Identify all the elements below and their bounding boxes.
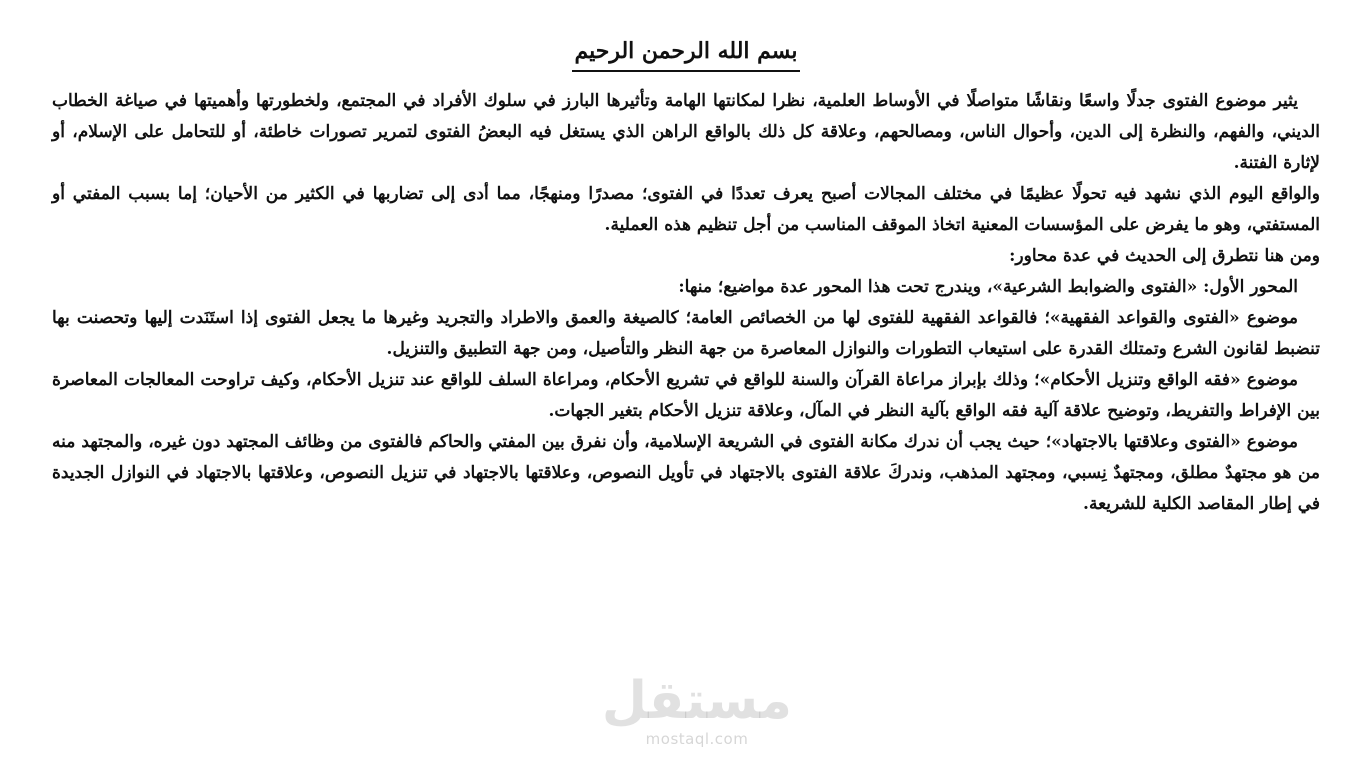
- paragraph-topic-ijtihad: موضوع «الفتوى وعلاقتها بالاجتهاد»؛ حيث يجب أن ندرك مكانة الفتوى في الشريعة الإسلامية، وأن نفرق بين المفتي والحاكم فالفتوى من وظائف المجتهد دون غيره، والمجتهد منه من هو مجتهدٌ مطلق، ومجتهدٌ نِسبي، ومجتهد المذهب، وندركَ علاقة الفتوى بالاجتهاد في تأويل النصوص، وعلاقتها بالاجتهاد في تنزيل النصوص، وعلاقتها بالاجتهاد في النوازل الجديدة في إطار المقاصد الكلية للشريعة.: [52, 432, 1320, 514]
- paragraph-topic-reality: موضوع «فقه الواقع وتنزيل الأحكام»؛ وذلك بإبراز مراعاة القرآن والسنة للواقع في تشريع الأحكام، ومراعاة السلف للواقع عند تنزيل الأحكام، وكيف تراوحت المعالجات المعاصرة بين الإفراط والتفريط، وتوضيح علاقة آلية فقه الواقع بآلية النظر في المآل، وعلاقة تنزيل الأحكام بتغير الجهات.: [52, 370, 1320, 421]
- paragraph-reality: والواقع اليوم الذي نشهد فيه تحولًا عظيمًا في مختلف المجالات أصبح يعرف تعددًا في الفتوى؛ مصدرًا ومنهجًا، مما أدى إلى تضاربها في الكثير من الأحيان؛ إما بسبب المفتي أو المستفتي، وهو ما يفرض على المؤسسات المعنية اتخاذ الموقف المناسب من أجل تنظيم هذه العملية.: [52, 184, 1320, 235]
- watermark-logo: مستقل: [601, 671, 792, 731]
- watermark-site: mostaql.com: [645, 730, 749, 748]
- page-title: [52, 34, 1320, 72]
- paragraph-topic-fiqh-rules: موضوع «الفتوى والقواعد الفقهية»؛ فالقواعد الفقهية للفتوى لها من الخصائص العامة؛ كالصيغة والعمق والاطراد والتجريد وغيرها ما يجعل الفتوى إذا استَنَدت إليها وتحصنت بها تنضبط لقانون الشرع وتمتلك القدرة على استيعاب التطورات والنوازل المعاصرة من جهة النظر والتأصيل، ومن جهة التطبيق والتنزيل.: [52, 308, 1320, 359]
- paragraph-axes-intro: ومن هنا نتطرق إلى الحديث في عدة محاور:: [1009, 246, 1320, 266]
- basmala-heading: بسم الله الرحمن الرحيم: [572, 34, 799, 72]
- paragraph-first-axis: المحور الأول: «الفتوى والضوابط الشرعية»، ويندرج تحت هذا المحور عدة مواضيع؛ منها:: [678, 277, 1298, 297]
- paragraph-intro: يثير موضوع الفتوى جدلًا واسعًا ونقاشًا متواصلًا في الأوساط العلمية، نظرا لمكانتها الهامة وتأثيرها البارز في سلوك الأفراد في المجتمع، ولخطورتها وأهميتها في صياغة الخطاب الديني، والفهم، والنظرة إلى الدين، وأحوال الناس، ومصالحهم، وعلاقة كل ذلك بالواقع الراهن الذي يستغل فيه البعضُ الفتوى لتمرير تصورات خاطئة، أو للتحامل على الإسلام، أو لإثارة الفتنة.: [52, 91, 1320, 173]
